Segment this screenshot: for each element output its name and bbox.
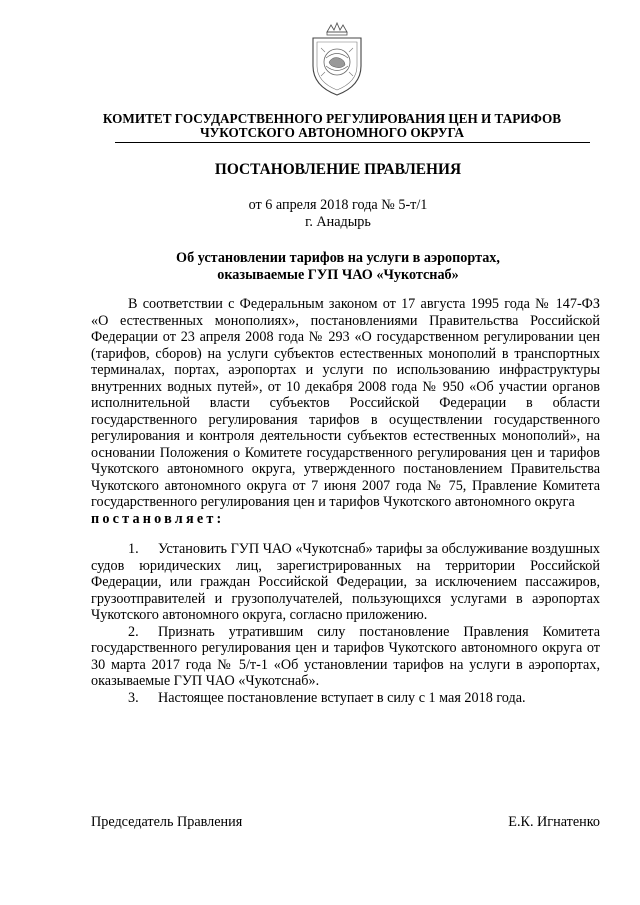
signature-name: Е.К. Игнатенко [508,814,600,830]
item-number: 1. [128,541,139,557]
list-item [91,690,600,707]
signature-role: Председатель Правления [91,814,243,830]
organization-name-line2: ЧУКОТСКОГО АВТОНОМНОГО ОКРУГА [199,125,465,140]
decree-word: постановляет: [91,510,225,527]
preamble-paragraph: В соответствии с Федеральным законом от 17 августа 1995 года № 147-ФЗ «О естественных монополиях», постановлениями Правительства Российской Федерации от 23 апреля 2008 года № 293 «О государственном регулировании цен (тарифов, сборов) на услуги субъектов естественных монополий в транспортных терминалах, портах, аэропортах и услуги по использованию инфраструктуры внутренних водных путей», от 10 декабря 2008 года № 950 «Об участии органов исполнительной власти субъектов Российской Федерации в области государственного регулирования тарифов в осуществлении государственного регулирования и контроля деятельности субъектов естественных монополий», на основании Положения о Комитете государственного регулирования цен и тарифов Чукотского автономного округа, утвержденного постановлением Правительства Чукотского автономного округа от 7 июня 2007 года № 75, Правление Комитета государственного регулирования цен и тарифов Чукотского автономного округа [91,296,600,510]
document-body [91,296,600,706]
item-text: Признать утратившим силу постановление Правления Комитета государственного регулирования цен и тарифов Чукотского автономного округа от 30 марта 2017 года № 5/т-1 «Об установлении тарифов на услуги в аэропортах, оказываемые ГУП ЧАО «Чукотснаб». [91,623,600,689]
item-text: Настоящее постановление вступает в силу с 1 мая 2018 года. [158,689,526,706]
organization-name-line1: КОМИТЕТ ГОСУДАРСТВЕННОГО РЕГУЛИРОВАНИЯ ЦЕН И ТАРИФОВ [102,111,562,126]
item-number: 2. [128,623,139,640]
document-date-number: от 6 апреля 2018 года № 5-т/1 [248,197,428,213]
document-type: ПОСТАНОВЛЕНИЕ ПРАВЛЕНИЯ [214,161,462,178]
document-title-line2: оказываемые ГУП ЧАО «Чукотснаб» [217,267,459,283]
document-title-line1: Об установлении тарифов на услуги в аэропортах, [176,250,500,266]
item-number: 3. [128,689,139,706]
item-text: Установить ГУП ЧАО «Чукотснаб» тарифы за обслуживание воздушных судов юридических лиц, зарегистрированных на территории Российской Федерации, или граждан Российской Федерации, за исключением пассажиров, грузоотправителей и грузополучателей, пользующихся услугами в аэропортах Чукотского автономного округа, согласно приложению. [91,541,600,623]
chukotka-coat-of-arms-icon [307,22,367,98]
document-city: г. Анадырь [305,214,371,230]
coat-of-arms-emblem [307,22,367,98]
list-item [91,541,600,624]
header-divider [115,142,590,143]
list-item [91,624,600,690]
